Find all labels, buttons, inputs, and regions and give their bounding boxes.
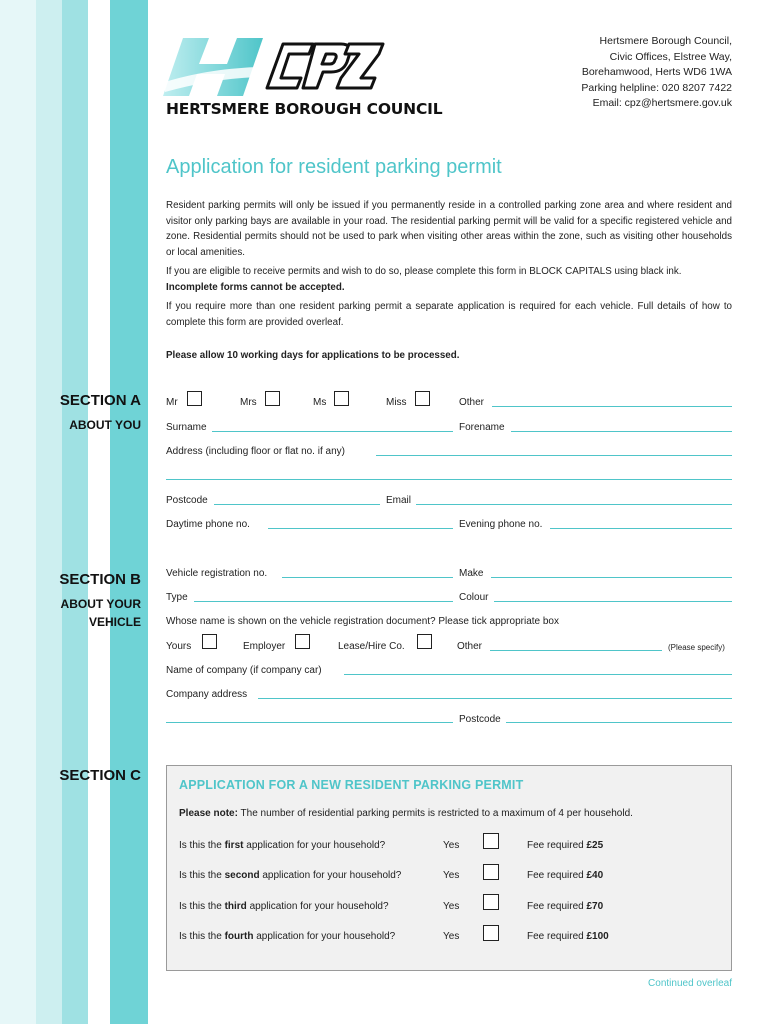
- title-mrs-label: Mrs: [240, 397, 257, 408]
- surname-field[interactable]: [212, 431, 453, 432]
- fourth-application-checkbox[interactable]: [483, 925, 499, 941]
- question-ordinal: third: [224, 901, 247, 912]
- company-name-field[interactable]: [344, 674, 732, 675]
- section-a-subtitle: ABOUT YOU: [69, 418, 141, 432]
- owner-yours-checkbox[interactable]: [202, 634, 217, 649]
- question-suffix: application for your household?: [246, 901, 389, 912]
- decor-stripe: [110, 0, 148, 1024]
- section-c-title: SECTION C: [59, 767, 141, 784]
- surname-label: Surname: [166, 422, 207, 433]
- section-b-title: SECTION B: [59, 571, 141, 588]
- council-address: [581, 34, 732, 112]
- title-mr-label: Mr: [166, 397, 178, 408]
- fee-prefix: Fee required: [527, 901, 587, 912]
- colour-field[interactable]: [494, 601, 732, 602]
- decor-stripe: [62, 0, 88, 1024]
- email-field[interactable]: [416, 504, 732, 505]
- company-postcode-field[interactable]: [506, 722, 732, 723]
- please-specify-hint: (Please specify): [668, 643, 725, 652]
- daytime-phone-field[interactable]: [268, 528, 453, 529]
- processing-notice: Please allow 10 working days for applications to be processed.: [166, 350, 460, 361]
- registration-name-question: Whose name is shown on the vehicle registration document? Please tick appropriate box: [166, 616, 559, 627]
- fee-required: [527, 931, 609, 942]
- title-other-label: Other: [459, 397, 485, 408]
- vehicle-reg-field[interactable]: [282, 577, 453, 578]
- intro-instruction: If you are eligible to receive permits and wish to do so, please complete this form in BLOCK CAPITALS using black ink.: [166, 266, 682, 277]
- fee-required: [527, 901, 603, 912]
- org-name: HERTSMERE BOROUGH COUNCIL: [166, 100, 443, 118]
- question-suffix: application for your household?: [243, 840, 386, 851]
- intro-paragraph: [166, 264, 732, 295]
- fee-prefix: Fee required: [527, 870, 587, 881]
- section-a-title: SECTION A: [59, 392, 141, 409]
- email-label: Email: [386, 495, 412, 506]
- yes-label: Yes: [443, 931, 460, 942]
- postcode-field[interactable]: [214, 504, 380, 505]
- contact-email: Email: cpz@hertsmere.gov.uk: [592, 97, 732, 109]
- owner-employer-checkbox[interactable]: [295, 634, 310, 649]
- title-miss-label: Miss: [386, 397, 407, 408]
- company-address-label: Company address: [166, 689, 248, 700]
- first-application-checkbox[interactable]: [483, 833, 499, 849]
- vehicle-reg-label: Vehicle registration no.: [166, 568, 268, 579]
- question-ordinal: second: [224, 870, 260, 881]
- section-b-subtitle: ABOUT YOUR: [60, 597, 141, 611]
- question-prefix: Is this the: [179, 870, 225, 881]
- make-label: Make: [459, 568, 484, 579]
- fee-prefix: Fee required: [527, 931, 587, 942]
- make-field[interactable]: [491, 577, 732, 578]
- address-field[interactable]: [376, 455, 732, 456]
- question-prefix: Is this the: [179, 901, 225, 912]
- title-ms-label: Ms: [313, 397, 327, 408]
- second-application-checkbox[interactable]: [483, 864, 499, 880]
- yes-label: Yes: [443, 870, 460, 881]
- incomplete-warning: Incomplete forms cannot be accepted.: [166, 281, 345, 293]
- application-question: [179, 931, 395, 942]
- page-title: Application for resident parking permit: [166, 156, 502, 178]
- evening-phone-label: Evening phone no.: [459, 519, 543, 530]
- company-address-field-line-2[interactable]: [166, 722, 453, 723]
- owner-other-field[interactable]: [490, 650, 662, 651]
- fee-required: [527, 870, 603, 881]
- parking-helpline: Parking helpline: 020 8207 7422: [581, 81, 732, 94]
- address-field-line-2[interactable]: [166, 479, 732, 480]
- daytime-phone-label: Daytime phone no.: [166, 519, 250, 530]
- address-line: Hertsmere Borough Council,: [599, 35, 732, 47]
- owner-lease-label: Lease/Hire Co.: [338, 641, 405, 652]
- question-prefix: Is this the: [179, 931, 225, 942]
- new-permit-heading: APPLICATION FOR A NEW RESIDENT PARKING PERMIT: [179, 778, 524, 792]
- question-suffix: application for your household?: [253, 931, 396, 942]
- company-name-label: Name of company (if company car): [166, 665, 322, 676]
- address-line: Civic Offices, Elstree Way,: [609, 50, 732, 63]
- application-question: [179, 901, 389, 912]
- permit-limit-note: [179, 808, 633, 819]
- owner-other-label: Other: [457, 641, 483, 652]
- note-text: The number of residential parking permits is restricted to a maximum of 4 per household.: [237, 808, 633, 819]
- title-miss-checkbox[interactable]: [415, 391, 430, 406]
- yes-label: Yes: [443, 901, 460, 912]
- new-permit-panel: [166, 765, 732, 971]
- company-address-field[interactable]: [258, 698, 732, 699]
- continued-overleaf: Continued overleaf: [648, 978, 732, 989]
- question-ordinal: fourth: [224, 931, 254, 942]
- title-ms-checkbox[interactable]: [334, 391, 349, 406]
- fee-amount: £100: [586, 931, 609, 942]
- address-line: Borehamwood, Herts WD6 1WA: [581, 66, 732, 78]
- yes-label: Yes: [443, 840, 460, 851]
- intro-paragraph: If you require more than one resident parking permit a separate application is required for each vehicle. Full details of how to complete this form are provided overleaf.: [166, 301, 732, 328]
- type-label: Type: [166, 592, 188, 603]
- evening-phone-field[interactable]: [550, 528, 732, 529]
- postcode-label: Postcode: [166, 495, 208, 506]
- owner-lease-checkbox[interactable]: [417, 634, 432, 649]
- title-mr-checkbox[interactable]: [187, 391, 202, 406]
- intro-paragraph: Resident parking permits will only be issued if you permanently reside in a controlled parking zone area and where resident and visitor only parking bays are available in your road. The residential parking permit will be valid for a specific registered vehicle and zone. Residential permits should not be used to park when visiting other areas within the zone, such as visiting other households or local amenities.: [166, 200, 732, 258]
- decor-stripe: [0, 0, 36, 1024]
- owner-yours-label: Yours: [166, 641, 192, 652]
- section-b-subtitle: VEHICLE: [88, 615, 141, 629]
- fee-prefix: Fee required: [527, 840, 587, 851]
- owner-employer-label: Employer: [243, 641, 286, 652]
- title-mrs-checkbox[interactable]: [265, 391, 280, 406]
- colour-label: Colour: [459, 592, 489, 603]
- third-application-checkbox[interactable]: [483, 894, 499, 910]
- title-other-field[interactable]: [492, 406, 732, 407]
- fee-amount: £25: [586, 840, 604, 851]
- forename-label: Forename: [459, 422, 505, 433]
- decor-stripe: [36, 0, 62, 1024]
- question-ordinal: first: [224, 840, 244, 851]
- question-suffix: application for your household?: [259, 870, 402, 881]
- note-label: Please note:: [179, 808, 238, 819]
- fee-amount: £40: [586, 870, 604, 881]
- application-question: [179, 840, 385, 851]
- fee-required: [527, 840, 603, 851]
- type-field[interactable]: [194, 601, 453, 602]
- forename-field[interactable]: [511, 431, 732, 432]
- application-question: [179, 870, 401, 881]
- address-label: Address (including floor or flat no. if any): [166, 446, 345, 457]
- question-prefix: Is this the: [179, 840, 225, 851]
- intro-text: [166, 198, 732, 334]
- fee-amount: £70: [586, 901, 604, 912]
- company-postcode-label: Postcode: [459, 714, 501, 725]
